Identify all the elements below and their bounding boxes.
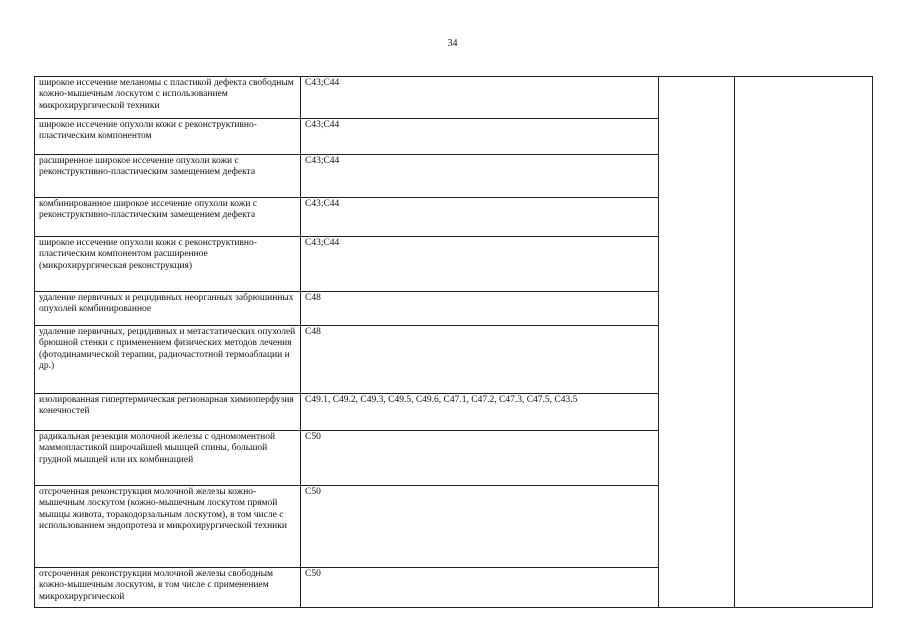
codes-cell: C43;C44 [301, 77, 659, 119]
procedure-cell: радикальная резекция молочной железы с одномоментной маммопластикой широчайшей мышцей спины, большой грудной мышцей или их комбинацией [35, 431, 301, 486]
empty-column-4 [735, 77, 873, 608]
codes-cell: C49.1, C49.2, C49.3, C49.5, C49.6, C47.1, C47.2, C47.3, C47.5, C43.5 [301, 394, 659, 431]
procedure-cell: удаление первичных, рецидивных и метастатических опухолей брюшной стенки с применением физических методов лечения (фотодинамической терапии, радиочастотной термоаблации и др.) [35, 326, 301, 394]
empty-column-3 [659, 77, 735, 608]
procedure-cell: удаление первичных и рецидивных неорганных забрюшинных опухолей комбинированное [35, 292, 301, 326]
procedure-cell: комбинированное широкое иссечение опухоли кожи с реконструктивно-пластическим замещением дефекта [35, 198, 301, 237]
codes-cell: C50 [301, 431, 659, 486]
procedure-cell: расширенное широкое иссечение опухоли кожи с реконструктивно-пластическим замещением дефекта [35, 155, 301, 198]
table-row [35, 77, 873, 119]
codes-cell: C50 [301, 568, 659, 608]
procedure-cell: изолированная гипертермическая регионарная химиоперфузия конечностей [35, 394, 301, 431]
procedures-table [34, 76, 873, 608]
procedure-cell: широкое иссечение опухоли кожи с реконструктивно-пластическим компонентом [35, 119, 301, 155]
codes-cell: C43;C44 [301, 119, 659, 155]
codes-cell: C48 [301, 326, 659, 394]
procedure-cell: широкое иссечение меланомы с пластикой дефекта свободным кожно-мышечным лоскутом с использованием микрохирургической техники [35, 77, 301, 119]
procedure-cell: отсроченная реконструкция молочной железы кожно-мышечным лоскутом (кожно-мышечным лоскутом прямой мышцы живота, торакодорзальным лоскутом), в том числе с использованием эндопротеза и микрохирургической техники [35, 486, 301, 568]
codes-cell: C43;C44 [301, 237, 659, 292]
page-number: 34 [447, 38, 458, 49]
codes-cell: C43;C44 [301, 198, 659, 237]
codes-cell: C43;C44 [301, 155, 659, 198]
codes-cell: C50 [301, 486, 659, 568]
codes-cell: C48 [301, 292, 659, 326]
procedure-cell: широкое иссечение опухоли кожи с реконструктивно-пластическим компонентом расширенное (микрохирургическая реконструкция) [35, 237, 301, 292]
procedure-cell: отсроченная реконструкция молочной железы свободным кожно-мышечным лоскутом, в том числе с применением микрохирургической [35, 568, 301, 608]
